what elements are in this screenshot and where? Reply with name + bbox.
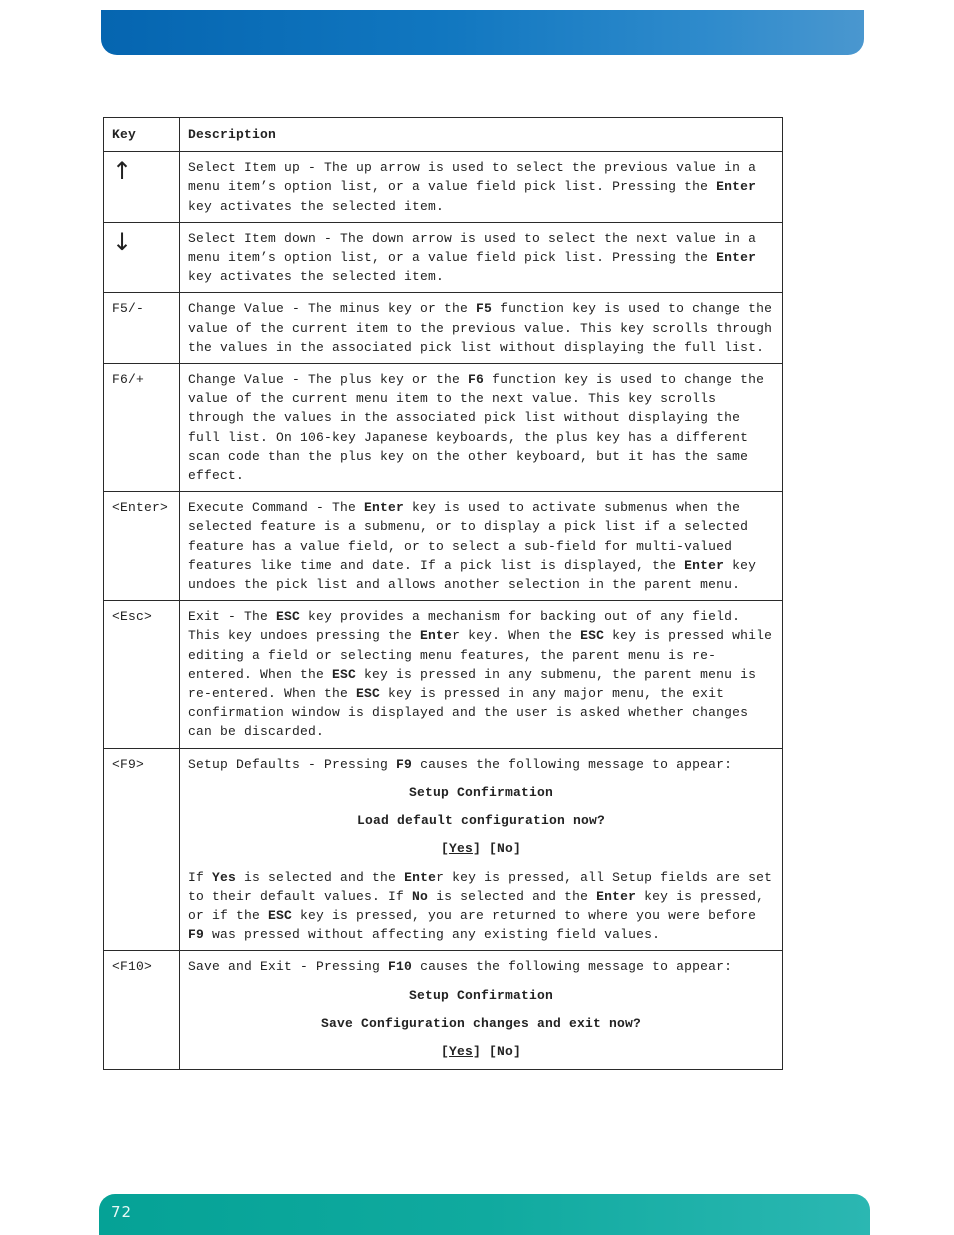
header-description: Description xyxy=(180,118,783,152)
table-row xyxy=(104,222,783,293)
key-f10: <F10> xyxy=(104,951,180,1070)
table-row xyxy=(104,492,783,601)
header-key: Key xyxy=(104,118,180,152)
dialog-yes-option: Yes xyxy=(448,841,473,857)
f9-intro: Setup Defaults - Pressing F9 causes the following message to appear: xyxy=(188,756,733,772)
dialog-no-option: [No] xyxy=(489,1043,522,1059)
f10-intro: Save and Exit - Pressing F10 causes the following message to appear: xyxy=(188,959,733,975)
key-esc: <Esc> xyxy=(104,601,180,748)
table-row xyxy=(104,152,783,223)
table-row xyxy=(104,293,783,364)
table-header-row xyxy=(104,118,783,152)
dialog-options: [Yes] [No] xyxy=(440,1043,522,1059)
dialog-question: Load default configuration now? xyxy=(356,813,606,829)
key-f9: <F9> xyxy=(104,748,180,951)
f9-details: If Yes is selected and the Enter key is pressed, all Setup fields are set to their default values. If No is selected and the Enter key is pressed, or if the ESC key is pressed, you are returned to where you were before F9 was pressed without affecting any existing field values. xyxy=(188,869,773,943)
description-cell: Select Item down - The down arrow is used to select the next value in a menu item’s option list, or a value field pick list. Pressing the Enter key activates the selected item. xyxy=(180,222,783,293)
dialog-question: Save Configuration changes and exit now? xyxy=(320,1015,642,1031)
description-cell: Change Value - The plus key or the F6 function key is used to change the value of the current menu item to the next value. This key scrolls through the values in the associated pick list without displaying the full list. On 106-key Japanese keyboards, the plus key has a different scan code than the plus key on the other keyboard, but it has the same effect. xyxy=(180,364,783,492)
dialog-options: [Yes] [No] xyxy=(440,841,522,857)
description-cell: Execute Command - The Enter key is used to activate submenus when the selected feature is a submenu, or to display a pick list if a selected feature has a value field, or to select a sub-field for multi-valued features like time and date. If a pick list is displayed, the Enter key undoes the pick list and allows another selection in the parent menu. xyxy=(180,492,783,601)
description-cell xyxy=(180,748,783,951)
key-down-arrow: ↓ xyxy=(104,222,180,293)
table-row xyxy=(104,951,783,1070)
description-cell: Exit - The ESC key provides a mechanism for backing out of any field. This key undoes pressing the Enter key. When the ESC key is pressed while editing a field or selecting menu features, the parent menu is re-entered. When the ESC key is pressed in any submenu, the parent menu is re-entered. When the ESC key is pressed in any major menu, the exit confirmation window is displayed and the user is asked whether changes can be discarded. xyxy=(180,601,783,748)
description-cell: Change Value - The minus key or the F5 function key is used to change the value of the current item to the previous value. This key scrolls through the values in the associated pick list without displaying the full list. xyxy=(180,293,783,364)
table-row xyxy=(104,601,783,748)
key-up-arrow: ↑ xyxy=(104,152,180,223)
table-row xyxy=(104,748,783,951)
key-enter: <Enter> xyxy=(104,492,180,601)
dialog-no-option: [No] xyxy=(489,841,522,857)
header-banner xyxy=(101,10,864,55)
dialog-yes-option: Yes xyxy=(448,1043,473,1059)
key-f5: F5/- xyxy=(104,293,180,364)
key-f6: F6/+ xyxy=(104,364,180,492)
footer-banner xyxy=(99,1194,870,1235)
dialog-title: Setup Confirmation xyxy=(408,784,554,800)
key-description-table xyxy=(103,117,783,1070)
description-cell: Select Item up - The up arrow is used to select the previous value in a menu item’s option list, or a value field pick list. Pressing the Enter key activates the selected item. xyxy=(180,152,783,223)
description-cell xyxy=(180,951,783,1070)
page-number: 72 xyxy=(111,1203,133,1221)
dialog-title: Setup Confirmation xyxy=(408,987,554,1003)
table-row xyxy=(104,364,783,492)
